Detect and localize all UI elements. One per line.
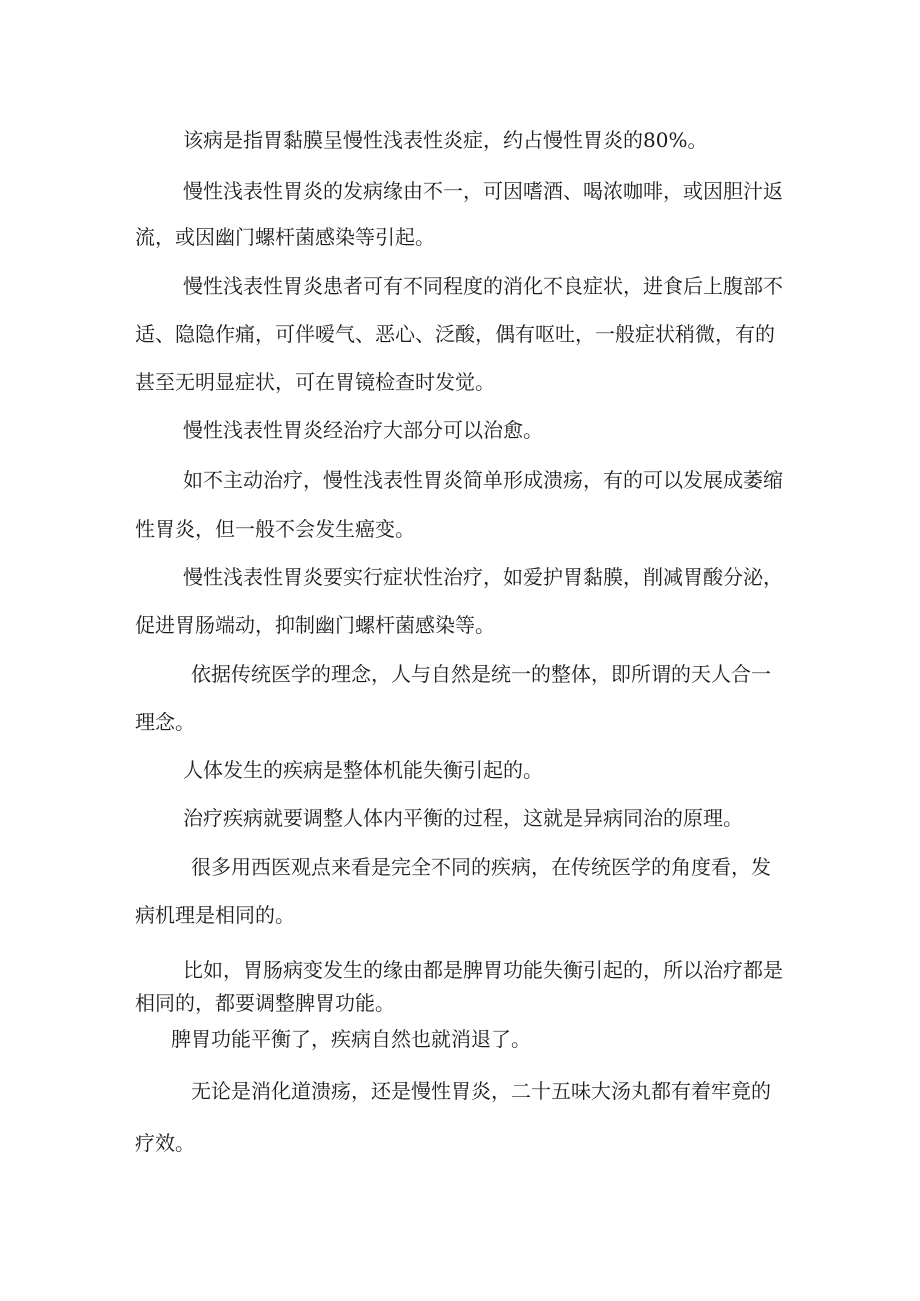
paragraph-5-line-1: 如不主动治疗，慢性浅表性胃炎简单形成溃疡，有的可以发展成萎缩 <box>183 468 783 492</box>
paragraph-3-line-2: 适、隐隐作痛，可伴嗳气、恶心、泛酸，偶有呕吐，一般症状稍微，有的 <box>135 322 775 346</box>
paragraph-8-line-1: 人体发生的疾病是整体机能失衡引起的。 <box>183 758 543 782</box>
paragraph-12-line-1: 脾胃功能平衡了，疾病自然也就消退了。 <box>171 1027 531 1051</box>
paragraph-13-line-2: 疗效。 <box>135 1131 195 1155</box>
paragraph-11-line-2: 相同的，都要调整脾胃功能。 <box>135 991 395 1015</box>
paragraph-3-line-3: 甚至无明显症状，可在胃镜检查时发觉。 <box>135 370 495 394</box>
paragraph-5-line-2: 性胃炎，但一般不会发生癌变。 <box>135 517 415 541</box>
paragraph-3-line-1: 慢性浅表性胃炎患者可有不同程度的消化不良症状，进食后上腹部不 <box>183 274 783 298</box>
paragraph-10-line-2: 病机理是相同的。 <box>135 903 295 927</box>
paragraph-7-line-1: 依据传统医学的理念，人与自然是统一的整体，即所谓的天人合一 <box>191 662 771 686</box>
paragraph-1-line-1: 该病是指胃黏膜呈慢性浅表性炎症，约占慢性胃炎的80%。 <box>183 128 708 152</box>
paragraph-9-line-1: 治疗疾病就要调整人体内平衡的过程，这就是异病同治的原理。 <box>183 806 743 830</box>
paragraph-10-line-1: 很多用西医观点来看是完全不同的疾病，在传统医学的角度看，发 <box>191 855 771 879</box>
paragraph-4-line-1: 慢性浅表性胃炎经治疗大部分可以治愈。 <box>183 418 543 442</box>
paragraph-7-line-2: 理念。 <box>135 710 195 734</box>
paragraph-11-line-1: 比如，胃肠病变发生的缘由都是脾胃功能失衡引起的，所以治疗都是 <box>183 958 783 982</box>
paragraph-6-line-2: 促进胃肠端动，抑制幽门螺杆菌感染等。 <box>135 613 495 637</box>
paragraph-2-line-1: 慢性浅表性胃炎的发病缘由不一，可因嗜酒、喝浓咖啡，或因胆汁返 <box>183 179 783 203</box>
paragraph-2-line-2: 流，或因幽门螺杆菌感染等引起。 <box>135 225 435 249</box>
paragraph-6-line-1: 慢性浅表性胃炎要实行症状性治疗，如爱护胃黏膜，削减胃酸分泌， <box>183 565 783 589</box>
paragraph-13-line-1: 无论是消化道溃疡，还是慢性胃炎，二十五味大汤丸都有着牢竟的 <box>191 1079 771 1103</box>
